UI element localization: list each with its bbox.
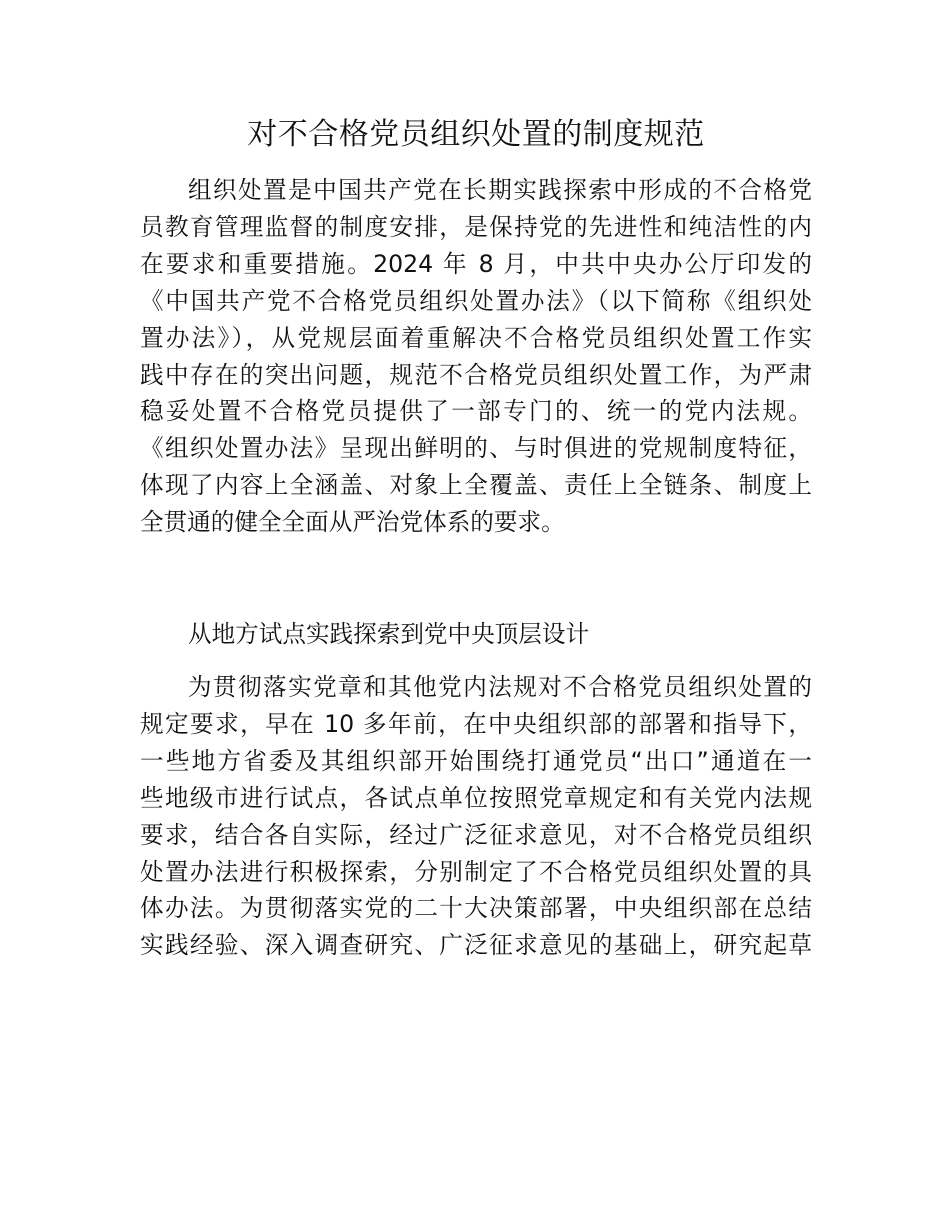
text-line: 为贯彻落实党章和其他党内法规对不合格党员组织处置的 — [188, 673, 812, 701]
paragraph-section-1 — [140, 669, 812, 964]
text-line: 要求，结合各自实际，经过广泛征求意见，对不合格党员组织 — [140, 820, 812, 849]
section-heading-text: 从地方试点实践探索到党中央顶层设计 — [188, 620, 590, 648]
section-heading — [140, 616, 812, 653]
text-line: 《中国共产党不合格党员组织处置办法》（以下简称《组织处 — [140, 286, 812, 315]
text-line: 置办法》），从党规层面着重解决不合格党员组织处置工作实 — [140, 323, 812, 352]
text-line: 组织处置是中国共产党在长期实践探索中形成的不合格党 — [188, 176, 812, 204]
text-line: 体现了内容上全涵盖、对象上全覆盖、责任上全链条、制度上 — [140, 471, 812, 500]
text-line: 稳妥处置不合格党员提供了一部专门的、统一的党内法规。 — [140, 397, 812, 426]
text-line: 《组织处置办法》呈现出鲜明的、与时俱进的党规制度特征， — [140, 434, 812, 463]
text-line: 些地级市进行试点，各试点单位按照党章规定和有关党内法规 — [140, 783, 812, 812]
text-line: 践中存在的突出问题，规范不合格党员组织处置工作，为严肃 — [140, 360, 812, 389]
paragraph-intro — [140, 172, 812, 541]
text-line: 处置办法进行积极探索，分别制定了不合格党员组织处置的具 — [140, 857, 812, 886]
text-line: 实践经验、深入调查研究、广泛征求意见的基础上，研究起草 — [140, 931, 812, 960]
text-line: 规定要求，早在 10 多年前，在中央组织部的部署和指导下， — [140, 709, 812, 738]
text-line: 全贯通的健全全面从严治党体系的要求。 — [140, 508, 565, 537]
text-line: 在要求和重要措施。2024 年 8 月，中共中央办公厅印发的 — [140, 249, 812, 278]
text-line: 体办法。为贯彻落实党的二十大决策部署，中央组织部在总结 — [140, 894, 812, 923]
text-line: 员教育管理监督的制度安排，是保持党的先进性和纯洁性的内 — [140, 212, 812, 241]
text-line: 一些地方省委及其组织部开始围绕打通党员“出口”通道在一 — [140, 746, 812, 775]
document-title: 对不合格党员组织处置的制度规范 — [247, 117, 705, 152]
